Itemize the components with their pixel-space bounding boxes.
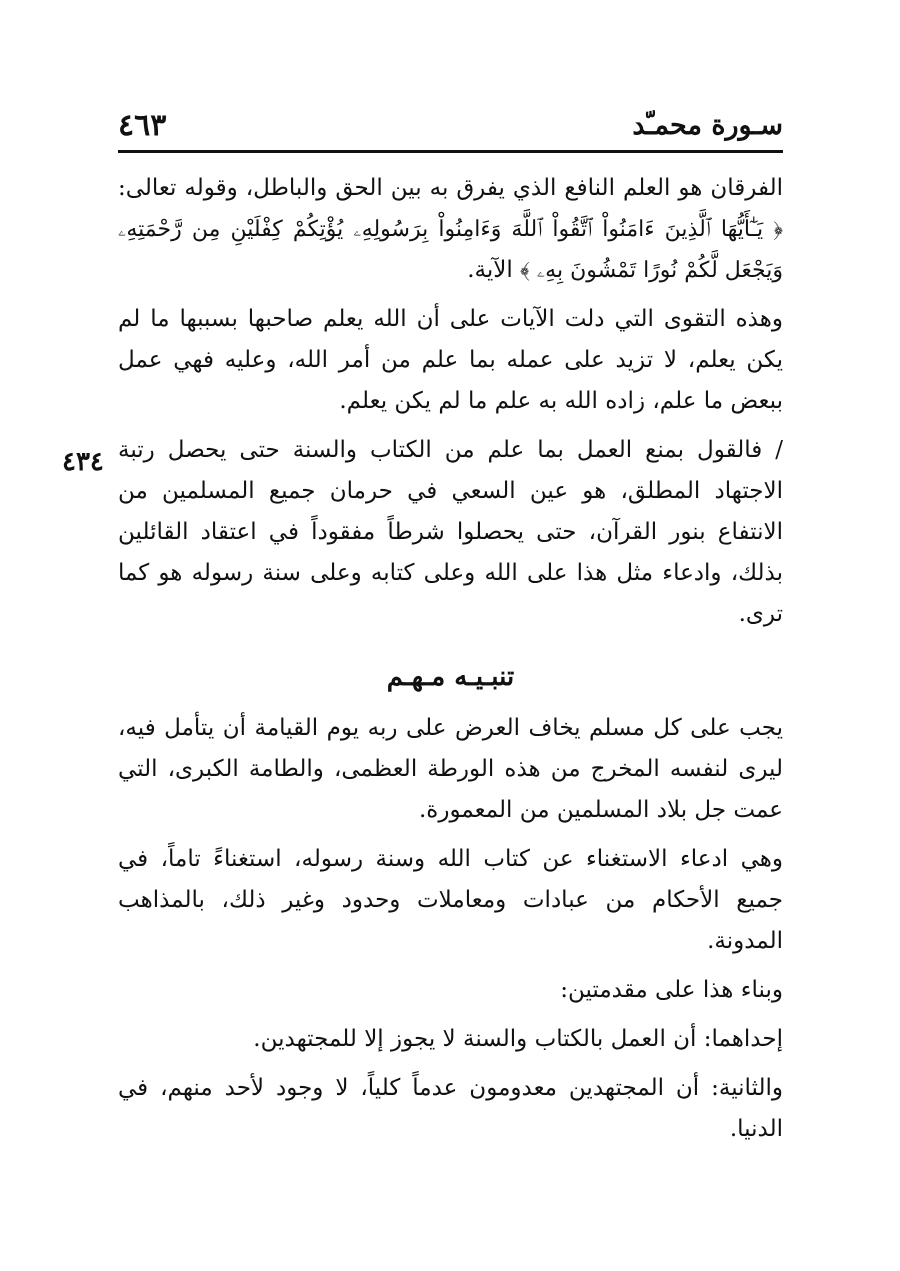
quran-verse: ﴿ يَـٰٓأَيُّهَا ٱلَّذِينَ ءَامَنُواْ ٱتَّقُواْ ٱللَّهَ وَءَامِنُواْ بِرَسُولِهِۦ يُؤْتِكُمْ كِفْلَيْنِ مِن رَّحْمَتِهِۦ وَيَجْعَل لَّكُمْ نُورًا تَمْشُونَ بِهِۦ ﴾	[118, 217, 783, 283]
surah-title: سـورة محمـّد	[632, 110, 783, 141]
paragraph-premise-two: والثانية: أن المجتهدين معدومون عدماً كلياً، لا وجود لأحد منهم، في الدنيا.	[118, 1075, 783, 1142]
paragraph-claim: وهي ادعاء الاستغناء عن كتاب الله وسنة رسوله، استغناءً تاماً، في جميع الأحكام من عبادات ومعاملات وحدود وغير ذلك، بالمذاهب المدونة.	[118, 846, 783, 954]
paragraph-premises-intro: وبناء هذا على مقدمتين:	[560, 977, 783, 1003]
paragraph-text: الآية.	[467, 257, 521, 283]
paragraph-text: الفرقان هو العلم النافع الذي يفرق به بين الحق والباطل، وقوله تعالى:	[118, 175, 783, 201]
paragraph-taqwa: وهذه التقوى التي دلت الآيات على أن الله يعلم صاحبها بسببها ما لم يكن يعلم، لا تزيد على عمله بما علم من أمر الله، وعليه فهي عمل ببعض ما علم، زاده الله به علم ما لم يكن يعلم.	[118, 306, 783, 414]
header-divider	[118, 150, 783, 153]
page-header	[118, 104, 783, 150]
margin-page-reference: ٤٣٤	[62, 447, 104, 477]
paragraph-premise-one: إحداهما: أن العمل بالكتاب والسنة لا يجوز إلا للمجتهدين.	[253, 1026, 783, 1052]
paragraph-ijtihad: / فالقول بمنع العمل بما علم من الكتاب والسنة حتى يحصل رتبة الاجتهاد المطلق، هو عين السعي في حرمان جميع المسلمين من الانتفاع بنور القرآن، حتى يحصلوا شرطاً مفقوداً في اعتقاد القائلين بذلك، وادعاء مثل هذا على الله وعلى كتابه وعلى سنة رسوله هو كما ترى.	[118, 437, 783, 627]
page-number: ٤٦٣	[118, 108, 167, 143]
paragraph-furqan	[118, 168, 783, 291]
paragraph-warning: يجب على كل مسلم يخاف العرض على ربه يوم القيامة أن يتأمل فيه، ليرى لنفسه المخرج من هذه الورطة العظمى، والطامة الكبرى، التي عمت جل بلاد المسلمين من المعمورة.	[118, 715, 783, 823]
page-body	[118, 168, 783, 1158]
section-heading: تنبـيـه مـهـم	[386, 662, 515, 692]
